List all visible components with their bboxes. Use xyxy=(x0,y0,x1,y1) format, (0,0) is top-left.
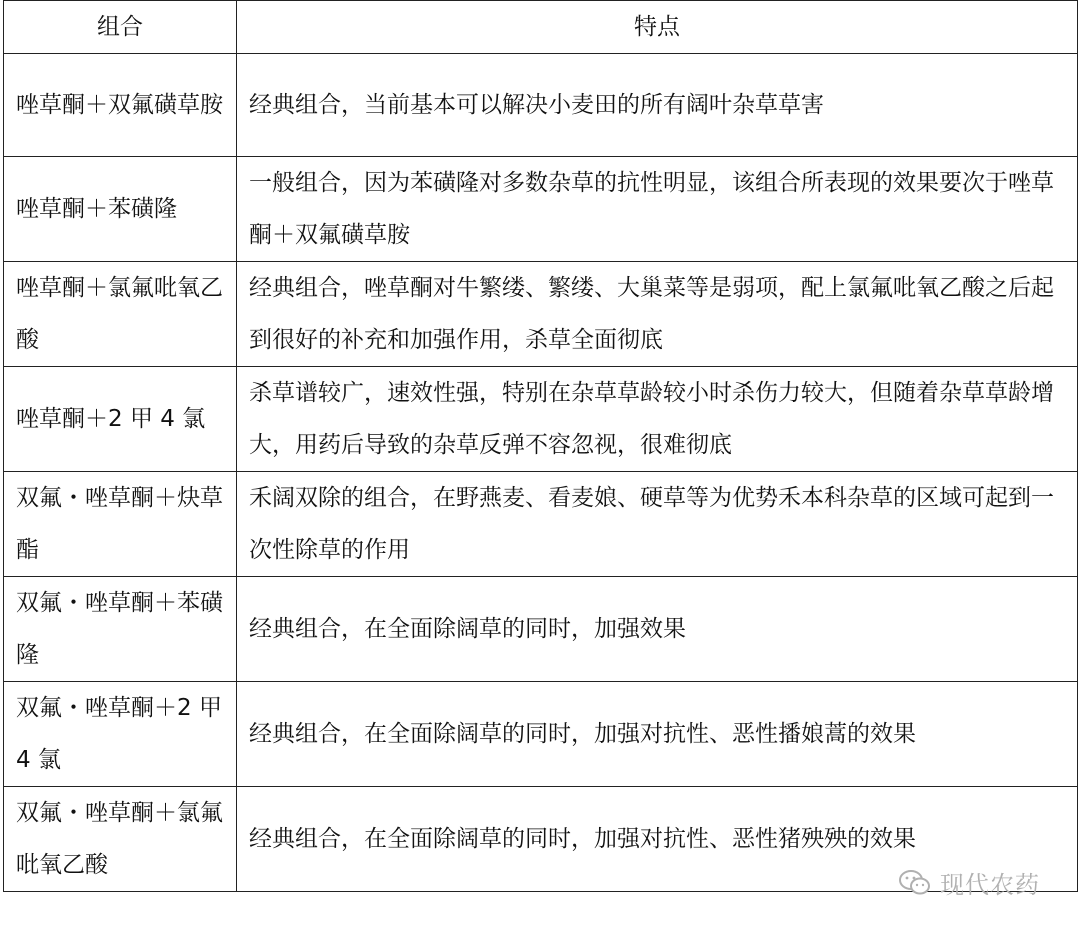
feature-cell: 经典组合，在全面除阔草的同时，加强对抗性、恶性播娘蒿的效果 xyxy=(237,682,1078,787)
combination-cell: 双氟・唑草酮＋炔草酯 xyxy=(4,472,237,577)
wechat-icon xyxy=(898,869,932,897)
header-combination: 组合 xyxy=(4,1,237,54)
table-row xyxy=(4,367,1078,472)
herbicide-combination-table xyxy=(3,0,1078,892)
header-features: 特点 xyxy=(237,1,1078,54)
watermark-text: 现代农药 xyxy=(940,871,1040,899)
combination-cell: 唑草酮＋氯氟吡氧乙酸 xyxy=(4,262,237,367)
combination-cell: 双氟・唑草酮＋苯磺隆 xyxy=(4,577,237,682)
table-row xyxy=(4,54,1078,157)
feature-cell: 一般组合，因为苯磺隆对多数杂草的抗性明显，该组合所表现的效果要次于唑草酮＋双氟磺草胺 xyxy=(237,157,1078,262)
feature-cell: 经典组合，在全面除阔草的同时，加强效果 xyxy=(237,577,1078,682)
table-row xyxy=(4,472,1078,577)
combination-cell: 双氟・唑草酮＋氯氟吡氧乙酸 xyxy=(4,787,237,892)
watermark xyxy=(898,865,1040,900)
combination-cell: 唑草酮＋2 甲 4 氯 xyxy=(4,367,237,472)
feature-cell: 经典组合，在全面除阔草的同时，加强对抗性、恶性猪殃殃的效果 xyxy=(237,787,1078,892)
table-header-row xyxy=(4,1,1078,54)
combination-cell: 唑草酮＋双氟磺草胺 xyxy=(4,54,237,157)
feature-cell: 禾阔双除的组合，在野燕麦、看麦娘、硬草等为优势禾本科杂草的区域可起到一次性除草的作用 xyxy=(237,472,1078,577)
table-row xyxy=(4,577,1078,682)
table-row xyxy=(4,262,1078,367)
combination-cell: 双氟・唑草酮＋2 甲 4 氯 xyxy=(4,682,237,787)
feature-cell: 经典组合，当前基本可以解决小麦田的所有阔叶杂草草害 xyxy=(237,54,1078,157)
feature-cell: 杀草谱较广，速效性强，特别在杂草草龄较小时杀伤力较大，但随着杂草草龄增大，用药后导致的杂草反弹不容忽视，很难彻底 xyxy=(237,367,1078,472)
feature-cell: 经典组合，唑草酮对牛繁缕、繁缕、大巢菜等是弱项，配上氯氟吡氧乙酸之后起到很好的补充和加强作用，杀草全面彻底 xyxy=(237,262,1078,367)
table-row xyxy=(4,682,1078,787)
combination-cell: 唑草酮＋苯磺隆 xyxy=(4,157,237,262)
table-row xyxy=(4,157,1078,262)
